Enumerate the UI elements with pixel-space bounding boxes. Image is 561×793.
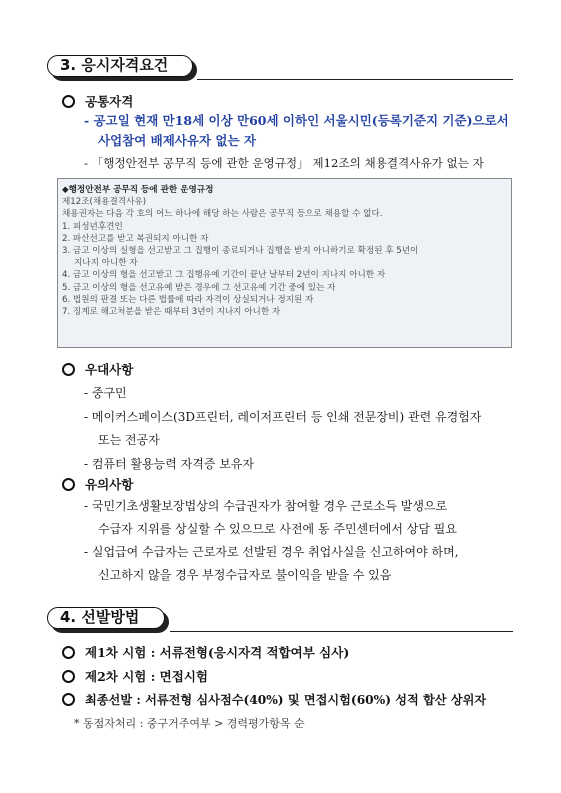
common-qualification-label: 공통자격 [85, 94, 134, 109]
preference-label: 우대사항 [85, 362, 134, 377]
regulation-item: 6. 법원의 판결 또는 다른 법률에 따라 자격이 상실되거나 정지된 자 [62, 294, 314, 305]
section-4-rule [170, 631, 513, 632]
common-item-2: - 「행정안전부 공무직 등에 관한 운영규정」 제12조의 채용결격사유가 없는 자 [84, 156, 484, 170]
circle-bullet-icon [62, 670, 75, 683]
tie-break-footnote: * 동점자처리 : 중구거주여부 > 경력평가항목 순 [74, 717, 305, 730]
section-4-title: 4. 선발방법 [47, 607, 165, 629]
regulation-item: 1. 피성년후견인 [62, 221, 123, 232]
selection-item [62, 643, 349, 661]
regulation-item: 3. 금고 이상의 실형을 선고받고 그 집행이 종료되거나 집행을 받지 아니하기로 확정된 후 5년이 [62, 245, 419, 256]
selection-item [62, 691, 486, 708]
preference-item: 또는 전공자 [98, 433, 160, 447]
notes-label: 유의사항 [85, 477, 134, 492]
preference-item: - 컴퓨터 활용능력 자격증 보유자 [84, 457, 255, 471]
regulation-item: 4. 금고 이상의 형을 선고받고 그 집행유예 기간이 끝난 날부터 2년이 지나지 아니한 자 [62, 270, 386, 281]
circle-bullet-icon [62, 363, 75, 376]
preference-item: - 중구민 [84, 386, 127, 400]
regulation-intro: 채용권자는 다음 각 호의 어느 하나에 해당 하는 사람은 공무직 등으로 채용할 수 없다. [62, 209, 383, 220]
selection-step-2: 제2차 시험 : 면접시험 [85, 669, 208, 684]
circle-bullet-icon [62, 478, 75, 491]
regulation-item: 5. 금고 이상의 형을 선고유예 받은 경우에 그 선고유예 기간 중에 있는 자 [62, 282, 336, 293]
circle-bullet-icon [62, 693, 75, 706]
notes-heading [62, 475, 133, 493]
regulation-item: 지나지 아니한 자 [74, 258, 138, 269]
section-3-title: 3. 응시자격요건 [47, 55, 193, 77]
selection-step-1: 제1차 시험 : 서류전형(응시자격 적합여부 심사) [85, 645, 350, 660]
regulation-box [57, 178, 512, 348]
common-qualification-heading [62, 92, 133, 110]
regulation-item: 2. 파산선고를 받고 복권되지 아니한 자 [62, 233, 209, 244]
section-3-rule [197, 79, 513, 80]
notes-item: - 국민기초생활보장법상의 수급권자가 참여할 경우 근로소득 발생으로 [84, 499, 448, 513]
circle-bullet-icon [62, 646, 75, 659]
selection-final: 최종선발 : 서류전형 심사점수(40%) 및 면접시험(60%) 성적 합산 상위자 [85, 693, 487, 707]
common-item-1-line-2: 사업참여 배제사유자 없는 자 [98, 133, 256, 148]
regulation-article: 제12조(채용결격사유) [62, 197, 147, 208]
preference-heading [62, 360, 133, 378]
section-3-header [47, 55, 197, 81]
selection-item [62, 667, 208, 685]
section-4-header [47, 607, 172, 633]
notes-item: - 실업급여 수급자는 근로자로 선발된 경우 취업사실을 신고하여야 하며, [84, 545, 459, 559]
regulation-item: 7. 징계로 해고처분을 받은 때부터 3년이 지나지 아니한 자 [62, 306, 281, 317]
circle-bullet-icon [62, 95, 75, 108]
preference-item: - 메이커스페이스(3D프린터, 레이저프린터 등 인쇄 전문장비) 관련 유경험자 [84, 410, 482, 424]
notes-item: 수급자 지위를 상실할 수 있으므로 사전에 동 주민센터에서 상담 필요 [98, 522, 457, 536]
notes-item: 신고하지 않을 경우 부정수급자로 불이익을 받을 수 있음 [98, 568, 392, 582]
regulation-title: ◆행정안전부 공무직 등에 관한 운영규정 [62, 185, 214, 195]
common-item-1-line-1: - 공고일 현재 만18세 이상 만60세 이하인 서울시민(등록기준지 기준)으로서 [84, 113, 509, 128]
